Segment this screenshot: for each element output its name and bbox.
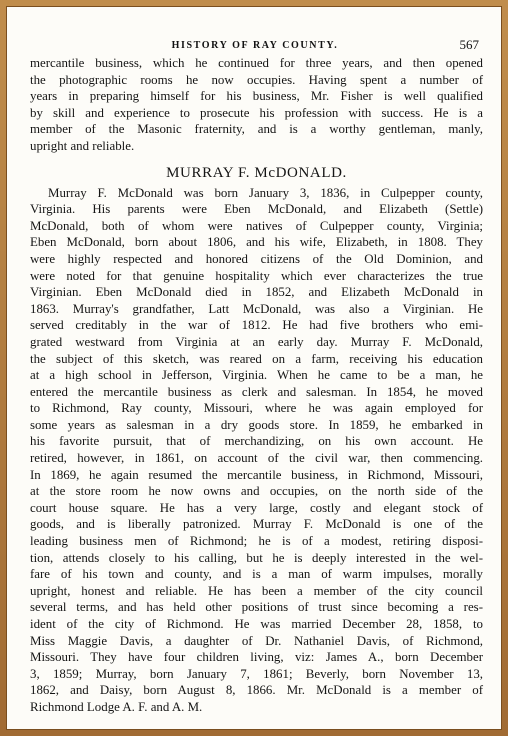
text-line: In 1869, he again resumed the mercantile business, in Richmond, Missouri, [30, 467, 483, 482]
text-line: 1862, and Daisy, born August 8, 1866. Mr. McDonald is a member of [30, 683, 483, 698]
paragraph-mcdonald [30, 185, 483, 716]
text-line: years in preparing himself for his business, Mr. Fisher is well qualified [30, 89, 483, 104]
page-body [30, 55, 483, 716]
text-line: several terms, and has held other positions of trust since becoming a res- [30, 600, 483, 615]
text-line: member of the Masonic fraternity, and is a worthy gentleman, manly, [30, 122, 483, 137]
text-line: were noted for that genuine hospitality which ever characterizes the true [30, 268, 483, 283]
text-line: served creditably in the war of 1812. He had five brothers who emi- [30, 318, 483, 333]
text-line: Virginian. Eben McDonald died in 1852, and Elizabeth McDonald in [30, 285, 483, 300]
text-line: McDonald, both of whom were natives of Culpepper county, Virginia; [30, 218, 483, 233]
text-line: grated westward from Virginia at an early day. Murray F. McDonald, [30, 334, 483, 349]
text-line: at a high school in Jefferson, Virginia. When he came to be a man, he [30, 368, 483, 383]
page-number: 567 [459, 37, 479, 52]
text-line: entered the mercantile business as clerk and salesman. In 1854, he moved [30, 384, 483, 399]
text-line: 1863. Murray's grandfather, Latt McDonald, was also a Virginian. He [30, 301, 483, 316]
text-line: the subject of this sketch, was reared on a farm, receiving his education [30, 351, 483, 366]
running-title: HISTORY OF RAY COUNTY. [171, 40, 339, 51]
text-line: by skill and experience to prosecute his profession with success. He is a [30, 105, 483, 120]
text-line: were highly respected and honored citizens of the Old Dominion, and [30, 251, 483, 266]
text-line: upright and reliable. [30, 138, 135, 153]
text-line: 3, 1859; Murray, born January 7, 1861; Beverly, born November 13, [30, 666, 483, 681]
text-line: leading business men of Richmond; he is of a modest, retiring disposi- [30, 534, 483, 549]
text-line: at the store room he now owns and occupies, on the north side of the [30, 484, 483, 499]
text-line: tion, attends closely to his calling, but he is deeply interested in the wel- [30, 550, 483, 565]
text-line: upright, honest and reliable. He has been a member of the city council [30, 583, 483, 598]
text-line: his favorite pursuit, that of merchandizing, on his own account. He [30, 434, 483, 449]
book-page [6, 6, 502, 730]
text-line: goods, and is liberally patronized. Murray F. McDonald is one of the [30, 517, 483, 532]
text-line: Richmond Lodge A. F. and A. M. [30, 699, 203, 714]
text-line: ident of the city of Richmond. He was married December 28, 1858, to [30, 617, 483, 631]
text-line: Murray F. McDonald was born January 3, 1836, in Culpepper county, [48, 185, 483, 200]
text-line: Missouri. They have four children living, viz: James A., born December [30, 650, 483, 665]
text-line: Miss Maggie Davis, a daughter of Dr. Nathaniel Davis, of Richmond, [30, 633, 483, 648]
text-line: retired, however, in 1861, on account of the civil war, then commencing. [30, 451, 483, 466]
text-line: fare of his town and county, and is a man of warm impulses, morally [30, 567, 483, 582]
paragraph-fisher [30, 55, 483, 155]
text-line: court house square. He has a very large, costly and elegant stock of [30, 500, 483, 515]
text-line: some years as salesman in a dry goods store. In 1859, he embarked in [30, 417, 483, 432]
section-heading: MURRAY F. McDONALD. [166, 164, 347, 181]
page-header [31, 37, 479, 55]
text-line: Virginia. His parents were Eben McDonald, and Elizabeth (Settle) [30, 202, 483, 217]
text-line: mercantile business, which he continued for three years, and then opened [30, 56, 483, 70]
text-line: the photographic rooms he now occupies. Having spent a number of [30, 72, 483, 87]
text-line: to Richmond, Ray county, Missouri, where he was again employed for [30, 401, 483, 416]
text-line: Eben McDonald, born about 1806, and his wife, Elizabeth, in 1808. They [30, 235, 483, 250]
